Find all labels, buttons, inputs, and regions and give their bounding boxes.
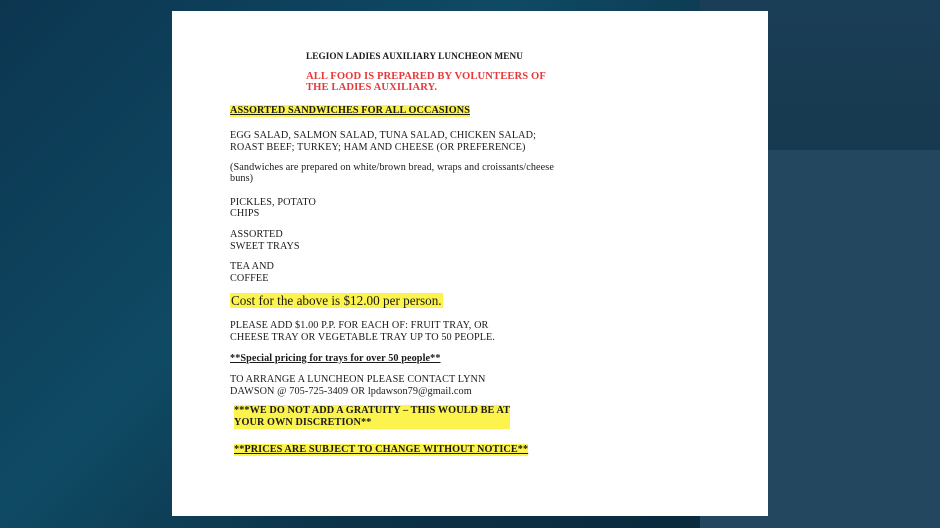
drinks-line1: TEA AND [230, 261, 274, 273]
sandwich-list-line1: EGG SALAD, SALMON SALAD, TUNA SALAD, CHICKEN SALAD; [230, 130, 537, 142]
menu-document [172, 11, 768, 516]
drinks-line2: COFFEE [230, 272, 269, 284]
addon-line2: CHEESE TRAY OR VEGETABLE TRAY UP TO 50 PEOPLE. [230, 331, 496, 343]
gratuity-notice [234, 405, 510, 428]
bread-note-line1: (Sandwiches are prepared on white/brown bread, wraps and croissants/cheese [230, 161, 554, 173]
sweets-line1: ASSORTED [230, 228, 283, 240]
menu-title: LEGION LADIES AUXILIARY LUNCHEON MENU [306, 51, 523, 61]
volunteer-notice-line2: THE LADIES AUXILIARY. [306, 82, 438, 93]
menu-content [230, 51, 670, 457]
sandwich-list-line2: ROAST BEEF; TURKEY; HAM AND CHEESE (OR PREFERENCE) [230, 142, 526, 153]
bread-note-line2: buns) [230, 173, 254, 185]
pickles-line1: PICKLES, POTATO [230, 196, 316, 208]
pickles-line2: CHIPS [230, 208, 260, 220]
contact-line1: TO ARRANGE A LUNCHEON PLEASE CONTACT LYNN [230, 374, 486, 386]
volunteer-notice-line1: ALL FOOD IS PREPARED BY VOLUNTEERS OF [306, 70, 546, 82]
cost-per-person: Cost for the above is $12.00 per person. [231, 293, 442, 309]
gratuity-line1: ***WE DO NOT ADD A GRATUITY – THIS WOULD BE AT [234, 405, 511, 417]
contact-line2: DAWSON @ 705-725-3409 OR lpdawson79@gmail.com [230, 385, 472, 397]
sweets-line2: SWEET TRAYS [230, 240, 300, 252]
gratuity-line2: YOUR OWN DISCRETION** [234, 416, 372, 428]
special-pricing-note: **Special pricing for trays for over 50 people** [230, 352, 441, 364]
addon-line1: PLEASE ADD $1.00 P.P. FOR EACH OF: FRUIT TRAY, OR [230, 320, 489, 332]
sandwich-heading: ASSORTED SANDWICHES FOR ALL OCCASIONS [230, 105, 470, 117]
price-change-notice: **PRICES ARE SUBJECT TO CHANGE WITHOUT NOTICE** [234, 443, 529, 455]
